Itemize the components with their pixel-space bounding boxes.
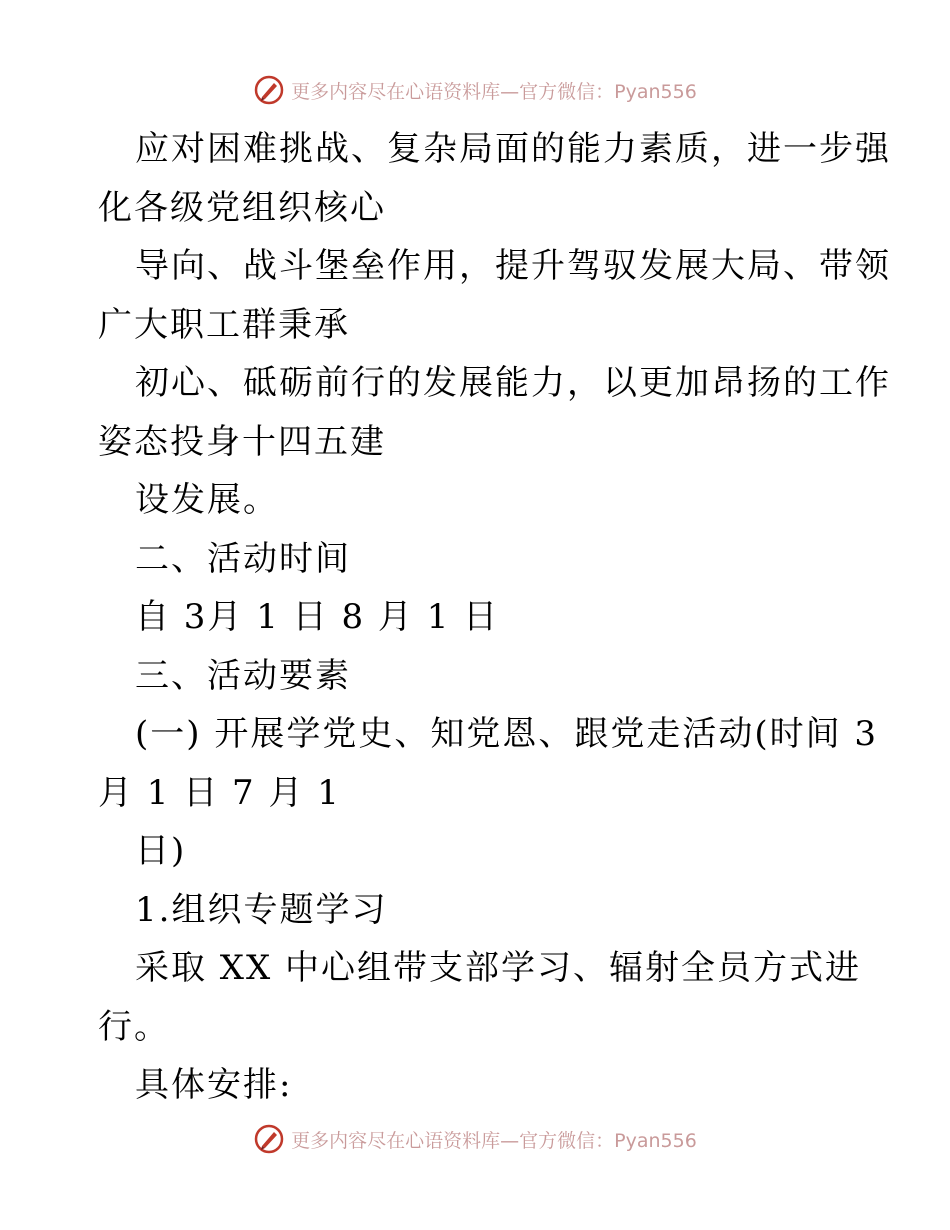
subsection-heading: (一) 开展学党史、知党恩、跟党走活动(时间 3 bbox=[135, 714, 879, 754]
body-line: 化各级党组织核心 bbox=[98, 187, 386, 228]
body-line: 广大职工群秉承 bbox=[98, 304, 350, 345]
body-line: 设发展。 bbox=[135, 480, 279, 520]
body-line: 初心、砥砺前行的发展能力，以更加昂扬的工作 bbox=[135, 363, 891, 403]
body-line: 行。 bbox=[98, 1006, 170, 1047]
footer-watermark bbox=[0, 1119, 950, 1159]
item-heading: 1.组织专题学习 bbox=[135, 889, 388, 930]
pen-logo-icon bbox=[253, 74, 285, 106]
body-line: 月 1 日 7 月 1 bbox=[98, 772, 341, 813]
pen-logo-icon bbox=[253, 1123, 285, 1155]
section-heading: 二、活动时间 bbox=[135, 538, 351, 579]
document-body bbox=[98, 120, 891, 1115]
section-heading: 三、活动要素 bbox=[135, 655, 351, 696]
body-line: 导向、战斗堡垒作用，提升驾驭发展大局、带领 bbox=[135, 246, 891, 286]
watermark-text: 更多内容尽在心语资料库—官方微信：Pyan556 bbox=[291, 1129, 697, 1152]
body-line: 应对困难挑战、复杂局面的能力素质，进一步强 bbox=[135, 129, 891, 169]
body-line: 采取 XX 中心组带支部学习、辐射全员方式进 bbox=[135, 948, 862, 988]
body-line: 具体安排: bbox=[135, 1065, 293, 1105]
header-watermark bbox=[0, 70, 950, 110]
body-line: 姿态投身十四五建 bbox=[98, 421, 386, 462]
body-line: 日) bbox=[135, 831, 187, 871]
watermark-text: 更多内容尽在心语资料库—官方微信：Pyan556 bbox=[291, 80, 697, 103]
body-line: 自 3月 1 日 8 月 1 日 bbox=[135, 597, 500, 637]
